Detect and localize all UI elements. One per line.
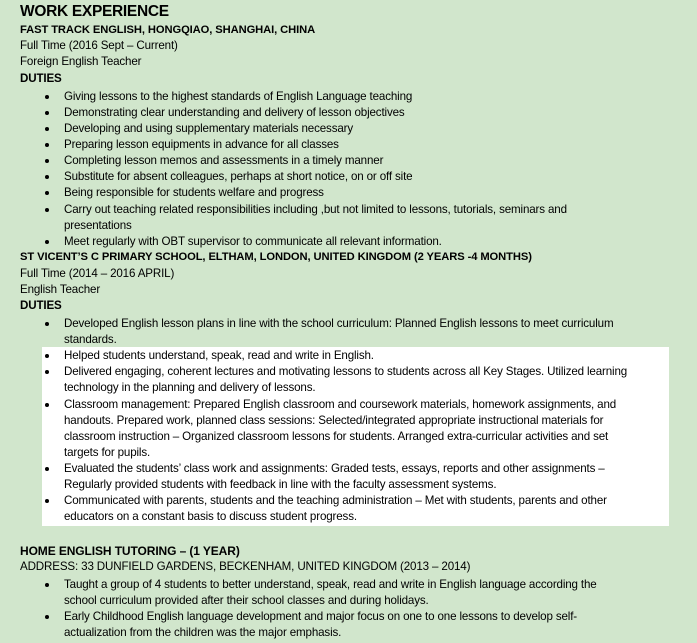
job-2-duties-heading: DUTIES xyxy=(20,299,62,312)
job-2-role: English Teacher xyxy=(20,283,101,296)
job-1-employer: FAST TRACK ENGLISH, HONGQIAO, SHANGHAI, CHINA xyxy=(20,24,316,36)
section-title: WORK EXPERIENCE xyxy=(20,3,169,20)
job-3-address: ADDRESS: 33 DUNFIELD GARDENS, BECKENHAM, UNITED KINGDOM (2013 – 2014) xyxy=(20,560,471,573)
job-1-duties-heading: DUTIES xyxy=(20,72,62,85)
resume-page: WORK EXPERIENCE FAST TRACK ENGLISH, HONGQIAO, SHANGHAI, CHINA Full Time (2016 Sept – Current) Foreign English Teacher DUTIES Giving lessons to the highest standards of English Language teaching Demonstrating clear understanding and delivery of lesson objectives Developing and using supplementary materials necessary Preparing lesson equipments in advance for all classes Completing lesson memos and assessments in a timely manner Substitute for absent colleagues, perhaps at short notice, on or off site Being responsible for students welfare and progress Carry out teaching related responsibilities including ,but not limited to lessons, tutorials, seminars and presentations Meet regularly with OBT supervisor to communicate all relevant information. ST VICENT’S C PRIMARY SCHOOL, ELTHAM, LONDON, UNITED KINGDOM (2 YEARS -4 MONTHS) Full Time (2014 – 2016 APRIL) English Teacher DUTIES Developed English lesson plans in line with the school curriculum: Planned English lessons to meet curriculum standards. Helped students understand, speak, read and write in English. Delivered engaging, coherent lectures and motivating lessons to students across all Key Stages. Utilized learning technology in the planning and delivery of lessons. Classroom management: Prepared English classroom and coursework materials, homework assignments, and handouts. Prepared work, planned class sessions: Selected/integrated appropriate instructional materials for classroom instruction – Organized classroom lessons for students. Arranged extra-curricular activities and set targets for pupils. Evaluated the students’ class work and assignments: Graded tests, essays, reports and other assignments – Regularly provided students with feedback in line with the faculty assessment systems. Communicated with parents, students and the teaching administration – Met with students, parents and other educators on a constant basis to discuss student progress. HOME ENGLISH TUTORING – (1 YEAR) ADDRESS: 33 DUNFIELD GARDENS, BECKENHAM, UNITED KINGDOM (2013 – 2014) Taught a group of 4 students to better understand, speak, read and write in English language according the school curriculum provided after their school classes and during holidays. Early Childhood English language development and major focus on one to one lessons to develop self- actualization from the children was the major emphasis. xyxy=(0,0,697,643)
job-3-employer: HOME ENGLISH TUTORING – (1 YEAR) xyxy=(20,544,240,558)
job-2-employer: ST VICENT’S C PRIMARY SCHOOL, ELTHAM, LONDON, UNITED KINGDOM (2 YEARS -4 MONTHS) xyxy=(20,251,532,263)
job-2-period: Full Time (2014 – 2016 APRIL) xyxy=(20,267,175,280)
job-1-role: Foreign English Teacher xyxy=(20,55,142,68)
job-1-period: Full Time (2016 Sept – Current) xyxy=(20,39,178,52)
